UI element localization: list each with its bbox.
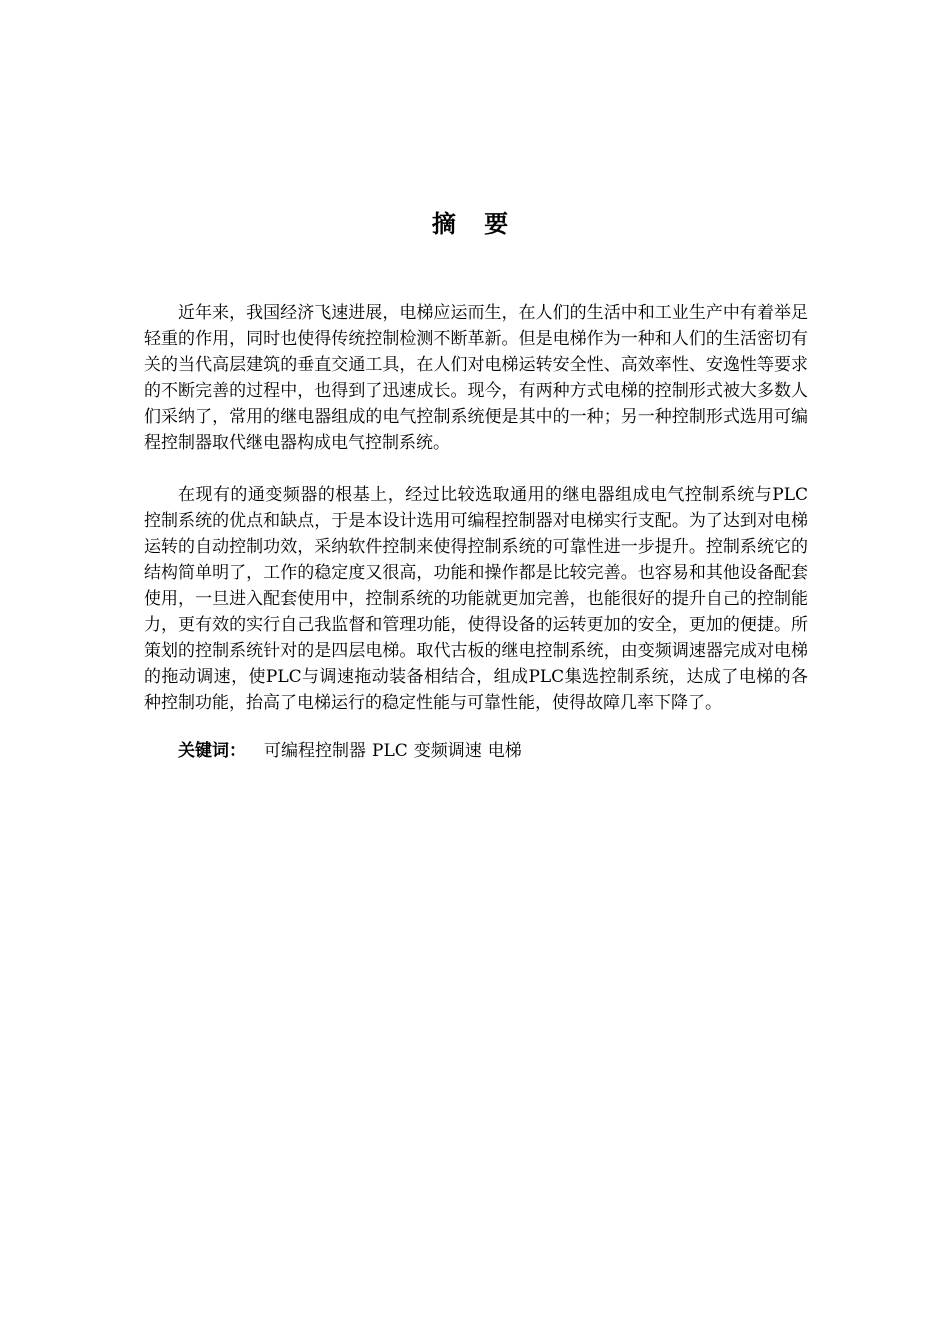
keywords-label: 关键词： — [178, 741, 246, 761]
keyword-item: 电梯 — [487, 741, 522, 761]
abstract-body — [144, 300, 808, 764]
keywords-line — [144, 738, 808, 764]
keyword-item: 变频调速 — [413, 741, 482, 761]
keyword-item: 可编程控制器 — [264, 741, 366, 761]
abstract-paragraph-1: 近年来，我国经济飞速进展，电梯应运而生，在人们的生活中和工业生产中有着举足轻重的作用，同时也使得传统控制检测不断革新。但是电梯作为一种和人们的生活密切有关的当代高层建筑的垂直交通工具，在人们对电梯运转安全性、高效率性、安逸性等要求的不断完善的过程中，也得到了迅速成长。现今，有两种方式电梯的控制形式被大多数人们采纳了，常用的继电器组成的电气控制系统便是其中的一种；另一种控制形式选用可编程控制器取代继电器构成电气控制系统。 — [144, 303, 808, 453]
abstract-title: 摘 要 — [431, 210, 519, 238]
abstract-paragraph-2: 在现有的通变频器的根基上，经过比较选取通用的继电器组成电气控制系统与PLC控制系统的优点和缺点，于是本设计选用可编程控制器对电梯实行支配。为了达到对电梯运转的自动控制功效，采纳软件控制来使得控制系统的可靠性进一步提升。控制系统它的结构简单明了，工作的稳定度又很高，功能和操作都是比较完善。也容易和其他设备配套使用，一旦进入配套使用中，控制系统的功能就更加完善，也能很好的提升自己的控制能力，更有效的实行自己我监督和管理功能，使得设备的运转更加的安全，更加的便捷。所策划的控制系统针对的是四层电梯。取代古板的继电控制系统，由变频调速器完成对电梯的拖动调速，使PLC与调速拖动装备相结合，组成PLC集选控制系统，达成了电梯的各种控制功能，抬高了电梯运行的稳定性能与可靠性能，使得故障几率下降了。 — [144, 485, 808, 713]
keyword-item: PLC — [372, 741, 408, 761]
